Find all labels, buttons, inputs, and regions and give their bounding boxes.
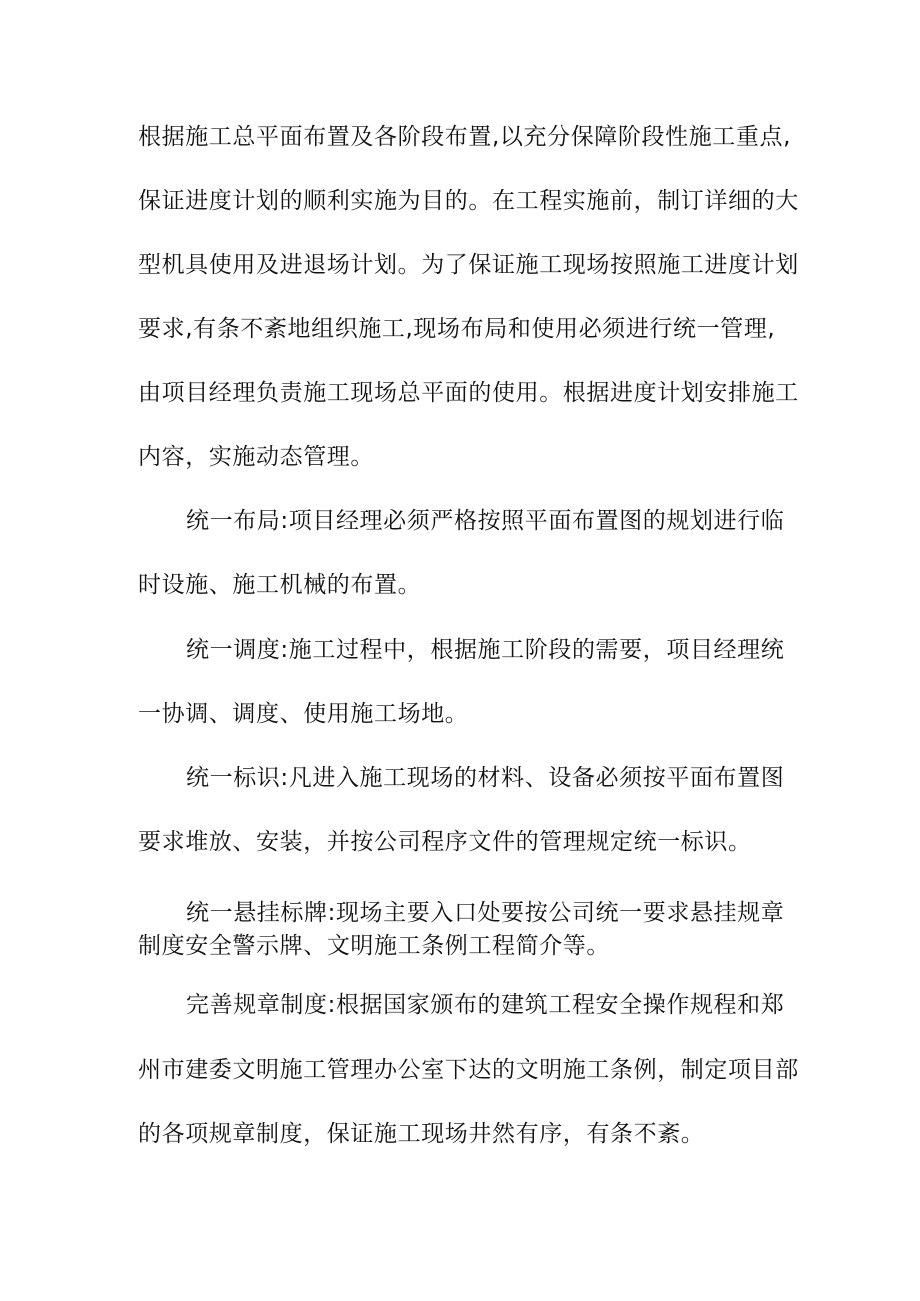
paragraph-2-line-1: 统一布局:项目经理必须严格按照平面布置图的规划进行临 (186, 508, 785, 534)
paragraph-3-line-2: 一协调、调度、使用施工场地。 (138, 701, 469, 727)
paragraph-1-line-4: 要求,有条不紊地组织施工,现场布局和使用必须进行统一管理, (138, 316, 776, 342)
paragraph-5-line-2: 制度安全警示牌、文明施工条例工程简介等。 (138, 933, 610, 959)
paragraph-6-line-2: 州市建委文明施工管理办公室下达的文明施工条例，制定项目部 (138, 1057, 799, 1083)
paragraph-3-line-1: 统一调度:施工过程中，根据施工阶段的需要，项目经理统 (186, 637, 785, 663)
paragraph-5-line-1: 统一悬挂标牌:现场主要入口处要按公司统一要求悬挂规章 (186, 900, 785, 926)
paragraph-1-line-5: 由项目经理负责施工现场总平面的使用。根据进度计划安排施工 (138, 380, 799, 406)
paragraph-2-line-2: 时设施、施工机械的布置。 (138, 572, 422, 598)
paragraph-4-line-2: 要求堆放、安装，并按公司程序文件的管理规定统一标识。 (138, 829, 752, 855)
paragraph-6-line-1: 完善规章制度:根据国家颁布的建筑工程安全操作规程和郑 (186, 992, 785, 1018)
paragraph-1-line-2: 保证进度计划的顺利实施为目的。在工程实施前，制订详细的大 (138, 188, 799, 214)
paragraph-6-line-3: 的各项规章制度，保证施工现场井然有序，有条不紊。 (138, 1121, 705, 1147)
paragraph-1-line-3: 型机具使用及进退场计划。为了保证施工现场按照施工进度计划 (138, 252, 799, 278)
paragraph-1-line-6: 内容，实施动态管理。 (138, 444, 374, 470)
paragraph-1-line-1: 根据施工总平面布置及各阶段布置,以充分保障阶段性施工重点, (138, 124, 792, 150)
paragraph-4-line-1: 统一标识:凡进入施工现场的材料、设备必须按平面布置图 (186, 765, 785, 791)
